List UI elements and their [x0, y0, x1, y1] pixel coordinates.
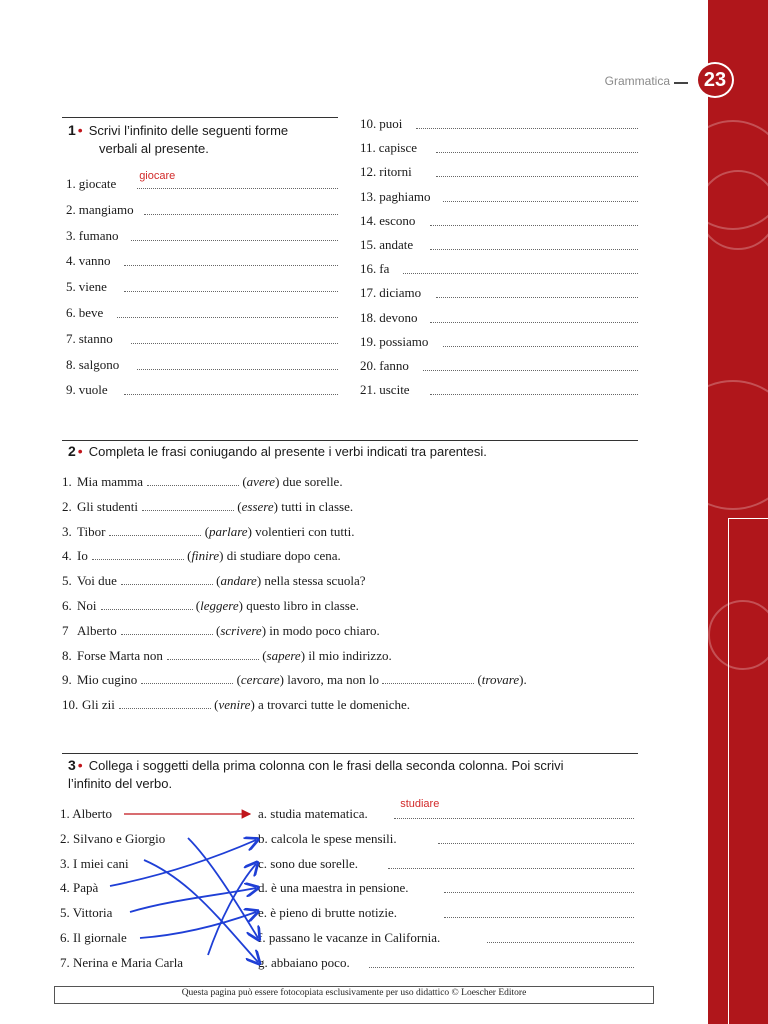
answer-line: [416, 118, 638, 129]
ex1-item: [66, 331, 338, 347]
ex3-title-line1: Collega i soggetti della prima colonna con le frasi della seconda colonna. Poi scrivi: [88, 758, 564, 773]
handwritten-answer: studiare: [400, 798, 440, 810]
subject-item: 2. Silvano e Giorgio: [60, 830, 166, 846]
ex2-item: 3. Tibor (parlare) volentieri con tutti.: [62, 523, 355, 539]
ex3-number: 3: [68, 757, 76, 773]
answer-line: [388, 858, 634, 869]
answer-line: [124, 384, 338, 395]
ex1-item: [66, 202, 338, 218]
handwritten-answer: giocare: [139, 170, 176, 182]
item-word: ritorni: [379, 164, 412, 180]
answer-line: [92, 549, 184, 560]
answer-line: [436, 166, 638, 177]
decor-ring: [708, 380, 768, 510]
phrase-item: [258, 930, 634, 946]
answer-line: [443, 191, 638, 202]
phrase-item: [258, 880, 634, 896]
answer-line: [444, 882, 634, 893]
answer-line: [487, 932, 634, 943]
side-tab: [728, 518, 768, 1024]
item-rest: lavoro, ma non lo: [287, 672, 379, 688]
answer-line: [109, 525, 201, 536]
ex1-item: [360, 140, 638, 156]
ex1-item: [66, 305, 338, 321]
item-subject: Gli zii: [82, 697, 115, 713]
ex1-item: [66, 382, 338, 398]
ex1-item: [360, 116, 638, 132]
ex1-title-line1: Scrivi l’infinito delle seguenti forme: [88, 123, 289, 138]
ex1-item: [360, 285, 638, 301]
answer-line: [101, 599, 193, 610]
item-word: fa: [379, 261, 390, 277]
ex1-item: [360, 310, 638, 326]
arrow-nerina-c: [208, 864, 256, 955]
ex2-title: [68, 442, 487, 461]
item-number: 15.: [360, 237, 377, 252]
ex1-item: [360, 358, 638, 374]
answer-line: [121, 624, 213, 635]
item-number: 7.: [66, 330, 76, 346]
item-number: 1.: [66, 176, 76, 191]
ex2-rule: [62, 440, 638, 441]
item-number: 12.: [360, 164, 377, 180]
item-number: 6.: [62, 598, 72, 613]
phrase-item: [258, 831, 634, 847]
answer-line: [436, 287, 638, 298]
ex3-title-line2: l’infinito del verbo.: [68, 776, 173, 791]
phrase-item: [258, 905, 634, 921]
arrow-cani-g: [144, 860, 258, 962]
phrase-text: d. è una maestra in pensione.: [258, 880, 409, 896]
item-subject: Voi due: [77, 573, 117, 589]
answer-line: [403, 263, 638, 274]
verb-hint: venire: [218, 697, 251, 713]
item-word: escono: [379, 212, 416, 228]
phrase-text: a. studia matematica.: [258, 806, 368, 821]
footer-text: Questa pagina può essere fotocopiata esclusivamente per uso didattico © Loescher Editore: [181, 988, 527, 998]
item-number: 18.: [360, 309, 377, 325]
phrase-text: c. sono due sorelle.: [258, 855, 359, 871]
page-number: 23: [696, 62, 734, 98]
item-number: 7: [62, 622, 69, 638]
bullet-dot: •: [77, 443, 83, 459]
answer-line: [124, 255, 338, 266]
ex1-item: [360, 237, 638, 253]
decor-ring: [708, 170, 768, 250]
item-word: devono: [379, 309, 418, 325]
ex1-rule: [62, 117, 338, 118]
item-word: giocate: [78, 176, 117, 191]
item-subject: Forse Marta non: [77, 647, 163, 663]
answer-line: [121, 574, 213, 585]
verb-hint: finire: [191, 548, 220, 564]
item-rest: in modo poco chiaro.: [269, 622, 380, 638]
ex1-item: [360, 382, 638, 398]
answer-line: [443, 336, 638, 347]
item-number: 8.: [62, 647, 72, 663]
item-number: 17.: [360, 285, 377, 301]
answer-line: [147, 475, 239, 486]
item-number: 19.: [360, 333, 377, 349]
item-number: 9.: [66, 382, 76, 398]
answer-line: [430, 384, 638, 395]
answer-line: [119, 698, 211, 709]
ex1-item: [360, 189, 638, 205]
item-number: 9.: [62, 672, 72, 688]
item-number: 21.: [360, 382, 377, 398]
item-number: 11.: [360, 140, 376, 156]
ex1-item: [360, 164, 638, 180]
ex3-rule: [62, 753, 638, 754]
bullet-dot: •: [77, 122, 83, 138]
verb-hint: scrivere: [220, 622, 262, 638]
ex1-item: [66, 176, 338, 192]
item-number: 5.: [62, 573, 72, 589]
item-subject: Alberto: [77, 622, 117, 638]
answer-line: [430, 239, 638, 250]
phrase-item: [258, 806, 634, 822]
ex1-title: [68, 121, 288, 158]
item-rest: nella stessa scuola?: [264, 573, 366, 589]
item-word: fanno: [379, 358, 409, 373]
answer-line: [430, 312, 638, 323]
arrow-vittoria-d: [130, 888, 256, 912]
answer-line: [369, 957, 634, 968]
item-rest: volentieri con tutti.: [255, 523, 355, 539]
item-rest: a trovarci tutte le domeniche.: [258, 697, 411, 713]
phrase-item: [258, 856, 634, 872]
item-word: puoi: [379, 116, 403, 131]
ex1-item: [360, 334, 638, 350]
subject-item: 6. Il giornale: [60, 930, 127, 945]
item-subject: Io: [77, 548, 88, 564]
item-number: 10.: [62, 697, 79, 713]
answer-line: [430, 215, 638, 226]
ex1-item: [66, 253, 338, 269]
bullet-dot: •: [77, 757, 83, 773]
item-word: vuole: [78, 382, 108, 398]
answer-line: [137, 359, 338, 370]
answer-line: [438, 833, 634, 844]
item-number: 3.: [66, 227, 76, 243]
ex2-number: 2: [68, 443, 76, 459]
item-word: fumano: [78, 227, 119, 243]
answer-line: [144, 204, 338, 215]
item-word: salgono: [78, 356, 120, 372]
ex2-item: 7 Alberto (scrivere) in modo poco chiaro.: [62, 622, 380, 638]
ex2-item: 4. Io (finire) di studiare dopo cena.: [62, 548, 341, 564]
section-label: Grammatica: [604, 74, 670, 88]
header-dash: [674, 82, 688, 84]
ex2-item: 6. Noi (leggere) questo libro in classe.: [62, 598, 359, 613]
item-word: possiamo: [379, 333, 429, 349]
verb-hint: cercare: [240, 672, 280, 688]
subject-item: 1. Alberto: [60, 806, 112, 821]
item-word: viene: [78, 279, 107, 295]
verb-hint: sapere: [266, 647, 301, 663]
item-word: mangiamo: [78, 201, 134, 217]
verb-hint: avere: [246, 474, 276, 489]
item-rest: due sorelle.: [282, 474, 343, 489]
item-word: andate: [379, 237, 414, 252]
subject-item: 5. Vittoria: [60, 905, 113, 921]
answer-line: [423, 360, 638, 371]
item-rest: tutti in classe.: [281, 498, 354, 514]
ex1-item: [360, 261, 638, 277]
answer-line: [117, 307, 338, 318]
verb-hint: leggere: [200, 598, 239, 613]
item-rest: di studiare dopo cena.: [226, 548, 341, 564]
item-number: 6.: [66, 305, 76, 320]
item-word: capisce: [378, 140, 418, 156]
ex2-item: 5. Voi due (andare) nella stessa scuola?: [62, 573, 366, 589]
phrase-text: e. è pieno di brutte notizie.: [258, 905, 397, 921]
answer-line: [436, 142, 638, 153]
ex2-item: 2. Gli studenti (essere) tutti in classe.: [62, 498, 354, 514]
item-subject: Noi: [77, 598, 97, 613]
verb-hint: andare: [220, 573, 257, 589]
phrase-text: g. abbaiano poco.: [258, 954, 350, 970]
verb-hint: essere: [241, 498, 274, 514]
item-word: uscite: [379, 382, 410, 398]
item-rest: .: [523, 672, 527, 688]
phrase-text: f. passano le vacanze in California.: [258, 930, 441, 945]
ex2-item: 9. Mio cugino (cercare) lavoro, ma non lo (trovare).: [62, 672, 527, 688]
subject-item: 7. Nerina e Maria Carla: [60, 954, 184, 970]
subject-item: 3. I miei cani: [60, 855, 129, 871]
item-number: 4.: [62, 548, 72, 564]
arrow-silvano-f: [188, 838, 258, 938]
item-subject: Mia mamma: [77, 474, 144, 489]
item-number: 14.: [360, 212, 377, 228]
verb-hint: parlare: [209, 523, 248, 539]
ex1-item: [66, 279, 338, 295]
item-word: paghiamo: [379, 188, 431, 204]
answer-line: [131, 333, 338, 344]
answer-line: [141, 673, 233, 684]
item-number: 5.: [66, 279, 76, 295]
item-number: 20.: [360, 358, 377, 373]
ex3-title: [68, 756, 563, 793]
item-number: 10.: [360, 116, 377, 131]
phrase-text: b. calcola le spese mensili.: [258, 830, 397, 846]
item-number: 3.: [62, 523, 72, 539]
item-number: 2.: [62, 498, 72, 514]
ex2-item: 8. Forse Marta non (sapere) il mio indirizzo.: [62, 647, 392, 663]
item-number: 1.: [62, 474, 72, 489]
item-number: 16.: [360, 261, 377, 277]
subject-item: 4. Papà: [60, 880, 99, 896]
item-word: stanno: [78, 330, 113, 346]
arrow-papa-b: [110, 840, 256, 886]
answer-line: [131, 230, 338, 241]
item-rest: questo libro in classe.: [246, 598, 359, 613]
verb-hint: trovare: [481, 672, 520, 688]
item-word: diciamo: [379, 285, 422, 301]
arrow-giornale-e: [140, 912, 256, 938]
item-word: beve: [78, 305, 104, 320]
ex1-item: [360, 213, 638, 229]
item-subject: Mio cugino: [77, 672, 138, 688]
ex1-item: [66, 357, 338, 373]
ex2-title-text: Completa le frasi coniugando al presente i verbi indicati tra parentesi.: [88, 444, 487, 459]
item-number: 2.: [66, 201, 76, 217]
item-subject: Tibor: [77, 523, 106, 539]
item-number: 4.: [66, 253, 76, 269]
answer-line: [167, 649, 259, 660]
answer-line: [124, 281, 338, 292]
ex1-title-line2: verbali al presente.: [99, 141, 209, 156]
item-word: vanno: [78, 253, 111, 269]
ex1-item: [66, 228, 338, 244]
ex2-item: 10. Gli zii (venire) a trovarci tutte le domeniche.: [62, 697, 411, 713]
ex1-number: 1: [68, 122, 76, 138]
answer-line: [382, 673, 474, 684]
answer-line: [142, 500, 234, 511]
item-subject: Gli studenti: [77, 498, 139, 514]
item-number: 13.: [360, 188, 377, 204]
ex2-item: 1. Mia mamma (avere) due sorelle.: [62, 474, 343, 489]
item-rest: il mio indirizzo.: [308, 647, 392, 663]
item-number: 8.: [66, 356, 76, 372]
phrase-item: [258, 955, 634, 971]
answer-line: [444, 907, 634, 918]
